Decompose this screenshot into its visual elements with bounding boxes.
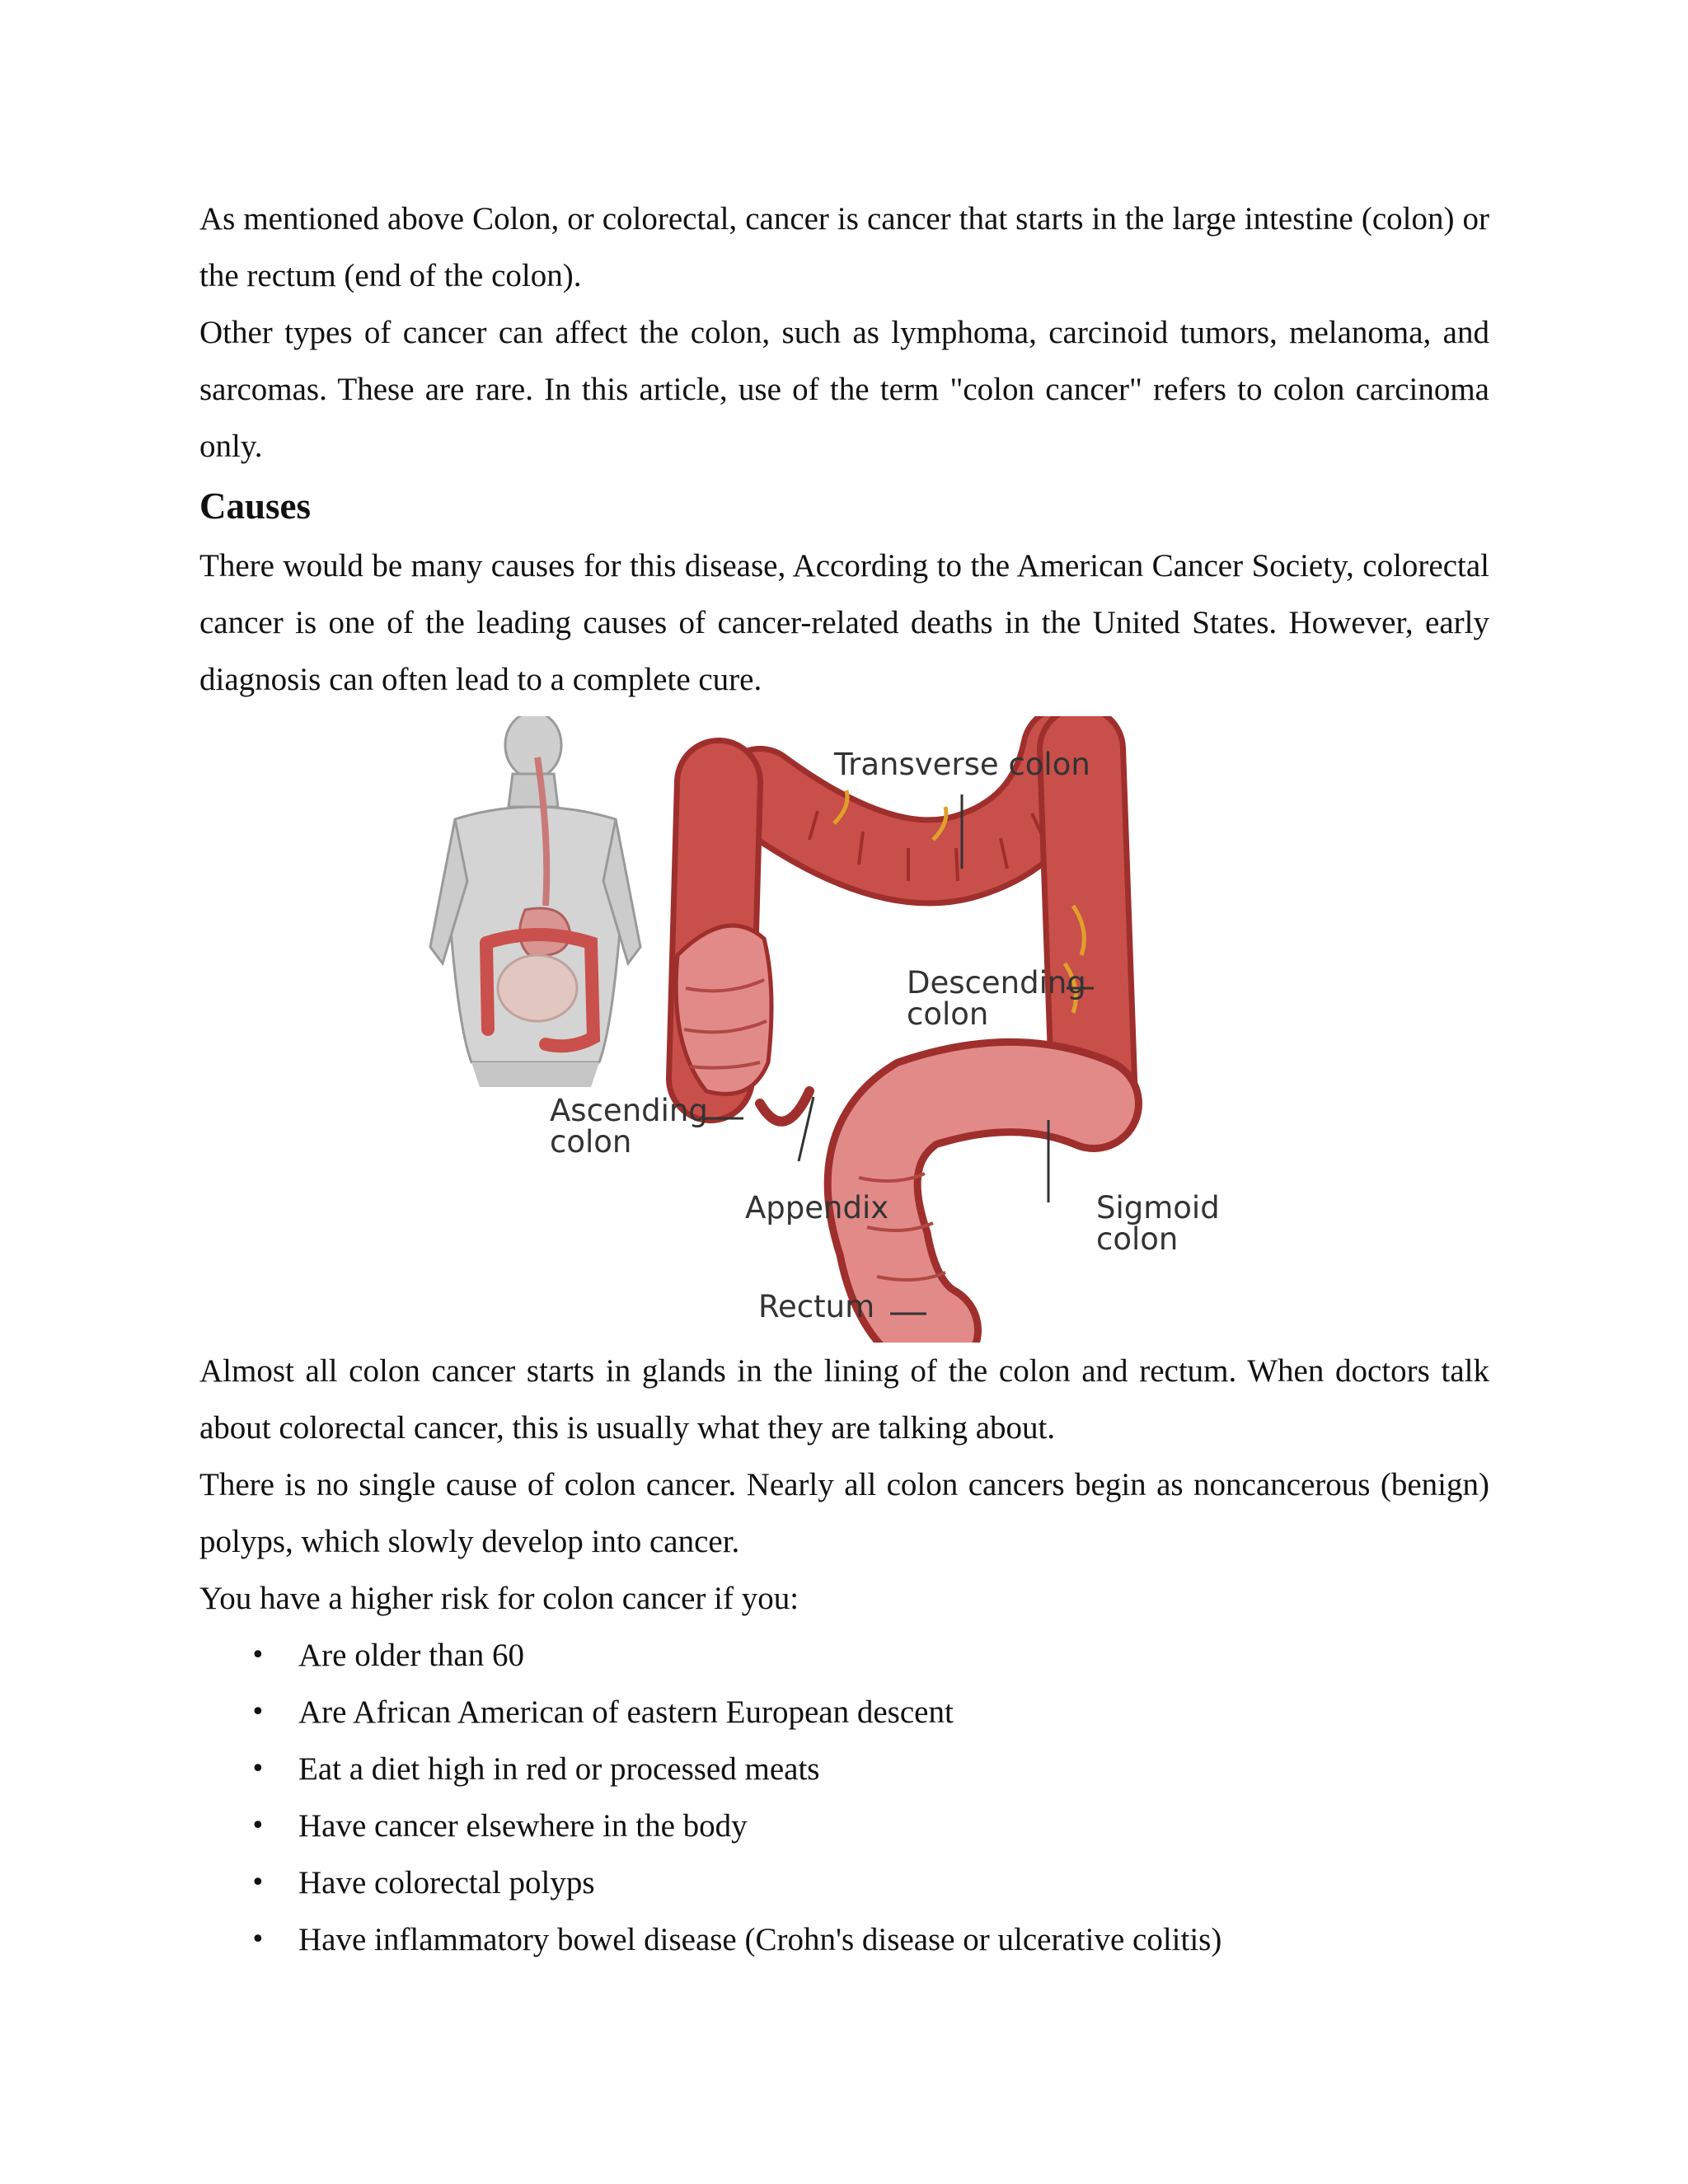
torso-inset bbox=[430, 716, 640, 1087]
list-item bbox=[199, 1741, 1489, 1797]
list-item bbox=[199, 1854, 1489, 1911]
list-item bbox=[199, 1797, 1489, 1854]
body-paragraph-2: There is no single cause of colon cancer. Nearly all colon cancers begin as noncancerous (benign) polyps, which slowly develop into cancer. bbox=[199, 1467, 1489, 1559]
bullet-icon: • bbox=[251, 1698, 265, 1727]
colon-drawing bbox=[676, 749, 1094, 1330]
label-transverse-colon: Transverse colon bbox=[834, 747, 1090, 782]
label-rectum: Rectum bbox=[758, 1289, 875, 1324]
bullet-icon: • bbox=[251, 1811, 265, 1840]
list-item-text: Eat a diet high in red or processed meats bbox=[298, 1751, 820, 1787]
list-item-text: Have cancer elsewhere in the body bbox=[298, 1808, 748, 1844]
list-item-text: Have colorectal polyps bbox=[298, 1865, 595, 1900]
bullet-icon: • bbox=[251, 1925, 265, 1954]
list-item-text: Are African American of eastern European descent bbox=[298, 1694, 954, 1730]
list-item bbox=[199, 1684, 1489, 1741]
list-item-text: Are older than 60 bbox=[298, 1638, 524, 1673]
document-content bbox=[199, 190, 1489, 1968]
list-item-text: Have inflammatory bowel disease (Crohn's disease or ulcerative colitis) bbox=[298, 1922, 1222, 1957]
list-item bbox=[199, 1627, 1489, 1684]
intro-paragraph-1: As mentioned above Colon, or colorectal, cancer is cancer that starts in the large intestine (colon) or the rectum (end of the colon). bbox=[199, 201, 1489, 293]
bullet-icon: • bbox=[251, 1755, 265, 1783]
label-appendix: Appendix bbox=[745, 1190, 889, 1226]
causes-heading: Causes bbox=[199, 485, 312, 527]
causes-paragraph: There would be many causes for this disease, According to the American Cancer Society, colorectal cancer is one of the leading causes of cancer-related deaths in the United States. However, early diagnosis can often lead to a complete cure. bbox=[199, 548, 1489, 697]
list-item bbox=[199, 1911, 1489, 1968]
body-paragraph-1: Almost all colon cancer starts in glands in the lining of the colon and rectum. When doctors talk about colorectal cancer, this is usually what they are talking about. bbox=[199, 1353, 1489, 1446]
bullet-icon: • bbox=[251, 1868, 265, 1897]
intro-paragraph-2: Other types of cancer can affect the colon, such as lymphoma, carcinoid tumors, melanoma, and sarcomas. These are rare. In this article, use of the term "colon cancer" refers to colon carcinoma only. bbox=[199, 315, 1489, 464]
label-descending-colon: Descending colon bbox=[907, 965, 1086, 1032]
body-paragraph-3: You have a higher risk for colon cancer if you: bbox=[199, 1581, 799, 1616]
label-sigmoid-colon: Sigmoid colon bbox=[1096, 1190, 1220, 1257]
risk-factor-list bbox=[199, 1627, 1489, 1968]
colon-anatomy-figure bbox=[199, 716, 1489, 1343]
bullet-icon: • bbox=[251, 1641, 265, 1670]
label-ascending-colon: Ascending colon bbox=[550, 1093, 708, 1160]
